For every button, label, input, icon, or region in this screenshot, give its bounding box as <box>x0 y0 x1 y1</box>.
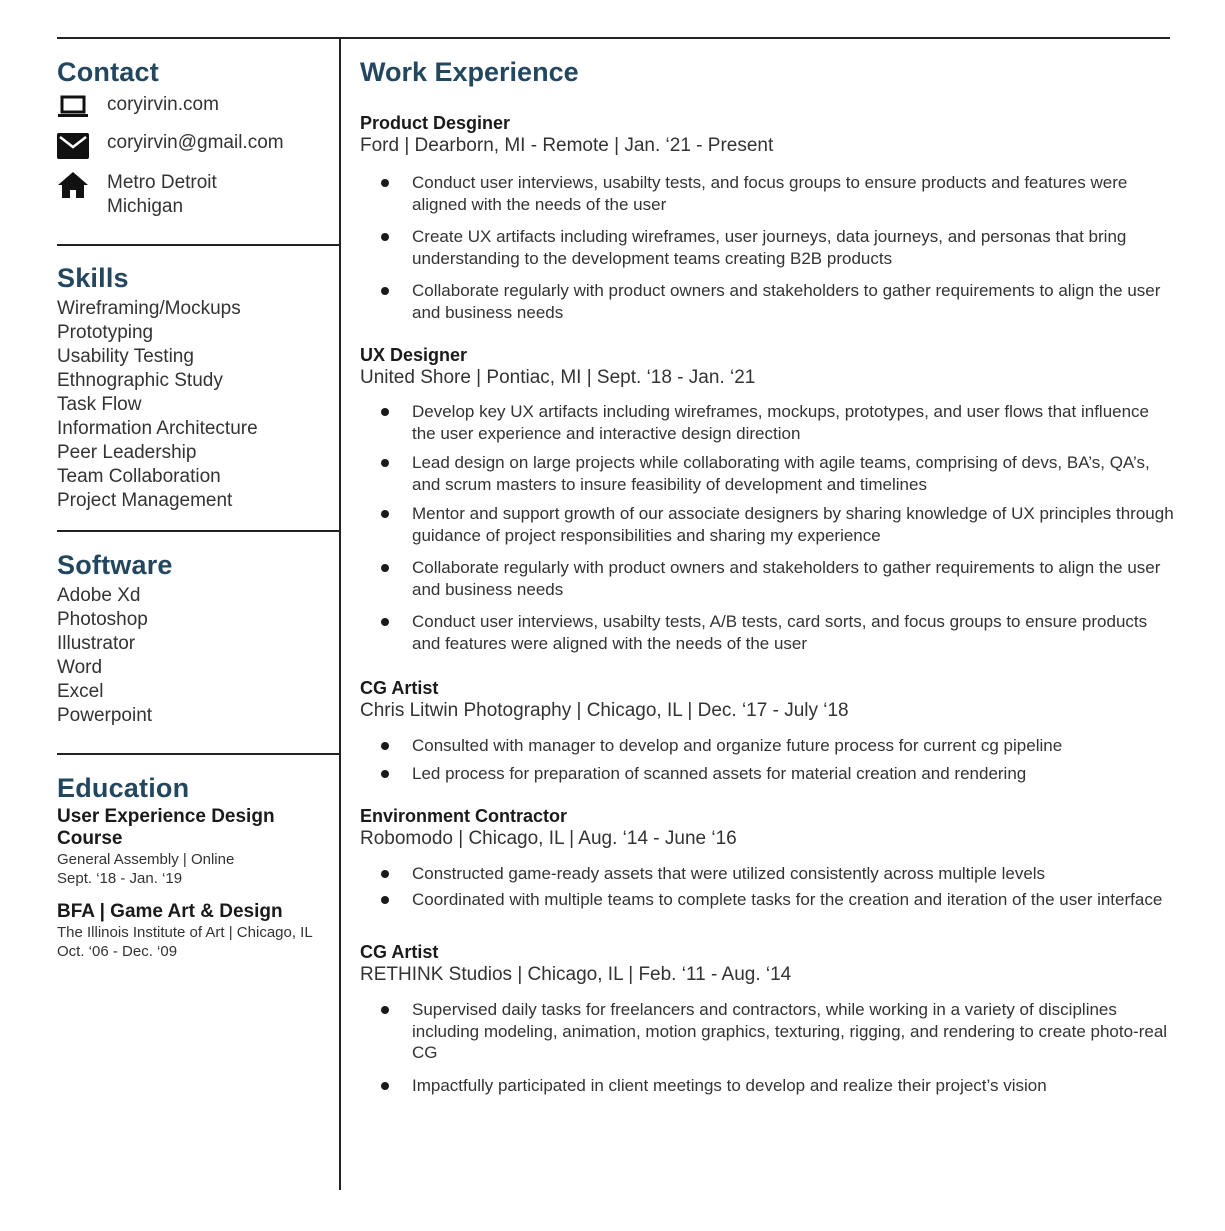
job-title: CG Artist <box>360 942 439 962</box>
education-dates: Sept. ‘18 - Jan. ‘19 <box>57 870 183 887</box>
bullet-dot <box>381 179 389 187</box>
bullet-text: Supervised daily tasks for freelancers and contractors, while working in a variety of disciplines including modeling, animation, motion graphics, texturing, rigging, and rendering to create photo-real CG <box>412 1000 1168 1062</box>
skill-item: Project Management <box>57 490 233 511</box>
contact-heading: Contact <box>57 57 159 87</box>
location-line-1: Metro Detroit <box>107 172 217 193</box>
skill-item: Ethnographic Study <box>57 370 223 391</box>
job-bullets <box>360 999 1175 1096</box>
bullet-dot <box>381 408 389 416</box>
bullet-dot <box>381 233 389 241</box>
list-item <box>360 452 1175 495</box>
software-item: Photoshop <box>57 609 148 630</box>
job-title: Environment Contractor <box>360 806 568 826</box>
list-item <box>360 889 1175 911</box>
list-item <box>360 999 1175 1064</box>
list-item <box>360 763 1175 785</box>
location-text <box>107 171 217 219</box>
email-link[interactable]: coryirvin@gmail.com <box>107 132 284 153</box>
bullet-dot <box>381 896 389 904</box>
contact-website <box>57 93 339 121</box>
bullet-text: Collaborate regularly with product owners and stakeholders to gather requirements to align the user and business needs <box>412 281 1161 322</box>
envelope-icon <box>57 131 93 161</box>
skill-item: Wireframing/Mockups <box>57 298 241 319</box>
software-item: Word <box>57 657 103 678</box>
list-item <box>360 611 1175 654</box>
job-entry <box>360 344 1175 654</box>
software-item: Adobe Xd <box>57 585 141 606</box>
contact-email <box>57 131 339 161</box>
list-item <box>360 401 1175 444</box>
bullet-text: Led process for preparation of scanned assets for material creation and rendering <box>412 763 1027 783</box>
job-title: CG Artist <box>360 678 439 698</box>
contact-location <box>57 171 339 219</box>
job-bullets <box>360 172 1175 323</box>
bullet-text: Develop key UX artifacts including wireframes, mockups, prototypes, and user flows that influence the user experience and interactive design direction <box>412 402 1150 443</box>
education-entry <box>57 901 339 961</box>
education-title: User Experience Design Course <box>57 806 275 849</box>
job-meta: RETHINK Studios | Chicago, IL | Feb. ‘11 - Aug. ‘14 <box>360 964 792 985</box>
job-bullets <box>360 863 1175 910</box>
job-title: Product Desginer <box>360 113 511 133</box>
skills-section <box>57 246 339 513</box>
software-section <box>57 532 339 728</box>
job-title: UX Designer <box>360 345 468 365</box>
job-entry <box>360 112 1175 323</box>
list-item <box>360 735 1175 757</box>
bullet-dot <box>381 287 389 295</box>
bullet-dot <box>381 618 389 626</box>
job-bullets <box>360 401 1175 654</box>
list-item <box>360 503 1175 546</box>
job-meta: Chris Litwin Photography | Chicago, IL | Dec. ‘17 - July ‘18 <box>360 700 849 721</box>
education-entry <box>57 806 339 888</box>
skill-item: Usability Testing <box>57 346 194 367</box>
software-item: Illustrator <box>57 633 136 654</box>
job-entry <box>360 677 1175 784</box>
skill-item: Prototyping <box>57 322 154 343</box>
job-meta: United Shore | Pontiac, MI | Sept. ‘18 - Jan. ‘21 <box>360 367 756 388</box>
job-entry <box>360 805 1175 910</box>
work-heading: Work Experience <box>360 57 579 87</box>
list-item <box>360 280 1175 323</box>
bullet-dot <box>381 742 389 750</box>
software-heading: Software <box>57 550 173 580</box>
bullet-dot <box>381 459 389 467</box>
bullet-dot <box>381 510 389 518</box>
bullet-dot <box>381 870 389 878</box>
skill-item: Team Collaboration <box>57 466 221 487</box>
contact-section <box>57 38 339 219</box>
bullet-text: Impactfully participated in client meetings to develop and realize their project’s vision <box>412 1075 1047 1095</box>
job-meta: Ford | Dearborn, MI - Remote | Jan. ‘21 - Present <box>360 135 774 156</box>
bullet-text: Conduct user interviews, usabilty tests, and focus groups to ensure products and features were aligned with the needs of the user <box>412 173 1128 214</box>
list-item <box>360 557 1175 600</box>
job-entry <box>360 941 1175 1096</box>
software-item: Powerpoint <box>57 705 153 726</box>
education-heading: Education <box>57 773 190 803</box>
education-title: BFA | Game Art & Design <box>57 901 283 922</box>
bullet-text: Create UX artifacts including wireframes, user journeys, data journeys, and personas that bring understanding to the development teams creating B2B products <box>412 227 1127 268</box>
list-item <box>360 863 1175 885</box>
education-school: General Assembly | Online <box>57 851 235 868</box>
education-school: The Illinois Institute of Art | Chicago, IL <box>57 924 313 941</box>
bullet-text: Lead design on large projects while collaborating with agile teams, comprising of devs, BA’s, QA’s, and scrum masters to insure feasibility of development and timelines <box>412 453 1150 494</box>
bullet-dot <box>381 770 389 778</box>
sidebar <box>57 38 339 974</box>
skill-item: Peer Leadership <box>57 442 197 463</box>
list-item <box>360 1075 1175 1097</box>
home-icon <box>57 171 93 199</box>
education-section <box>57 755 339 961</box>
website-link[interactable]: coryirvin.com <box>107 94 219 115</box>
list-item <box>360 172 1175 215</box>
bullet-text: Coordinated with multiple teams to complete tasks for the creation and iteration of the user interface <box>412 889 1163 909</box>
job-meta: Robomodo | Chicago, IL | Aug. ‘14 - June ‘16 <box>360 828 737 849</box>
bullet-text: Conduct user interviews, usabilty tests, A/B tests, card sorts, and focus groups to ensure products and features were aligned with the needs of the user <box>412 612 1148 653</box>
education-dates: Oct. ‘06 - Dec. ‘09 <box>57 943 178 960</box>
location-line-2: Michigan <box>107 196 184 217</box>
skill-item: Task Flow <box>57 394 142 415</box>
skills-heading: Skills <box>57 263 129 293</box>
bullet-text: Consulted with manager to develop and organize future process for current cg pipeline <box>412 736 1063 755</box>
bullet-text: Constructed game-ready assets that were utilized consistently across multiple levels <box>412 864 1046 883</box>
column-divider <box>339 38 341 1190</box>
bullet-dot <box>381 564 389 572</box>
bullet-dot <box>381 1006 389 1014</box>
bullet-dot <box>381 1082 389 1090</box>
job-bullets <box>360 735 1175 784</box>
skill-item: Information Architecture <box>57 418 258 439</box>
work-experience-section <box>360 38 1175 1096</box>
bullet-text: Collaborate regularly with product owners and stakeholders to gather requirements to align the user and business needs <box>412 558 1161 599</box>
software-item: Excel <box>57 681 104 702</box>
laptop-icon <box>57 93 93 121</box>
list-item <box>360 226 1175 269</box>
bullet-text: Mentor and support growth of our associate designers by sharing knowledge of UX principles through guidance of project responsibilities and sharing my experience <box>412 504 1174 545</box>
